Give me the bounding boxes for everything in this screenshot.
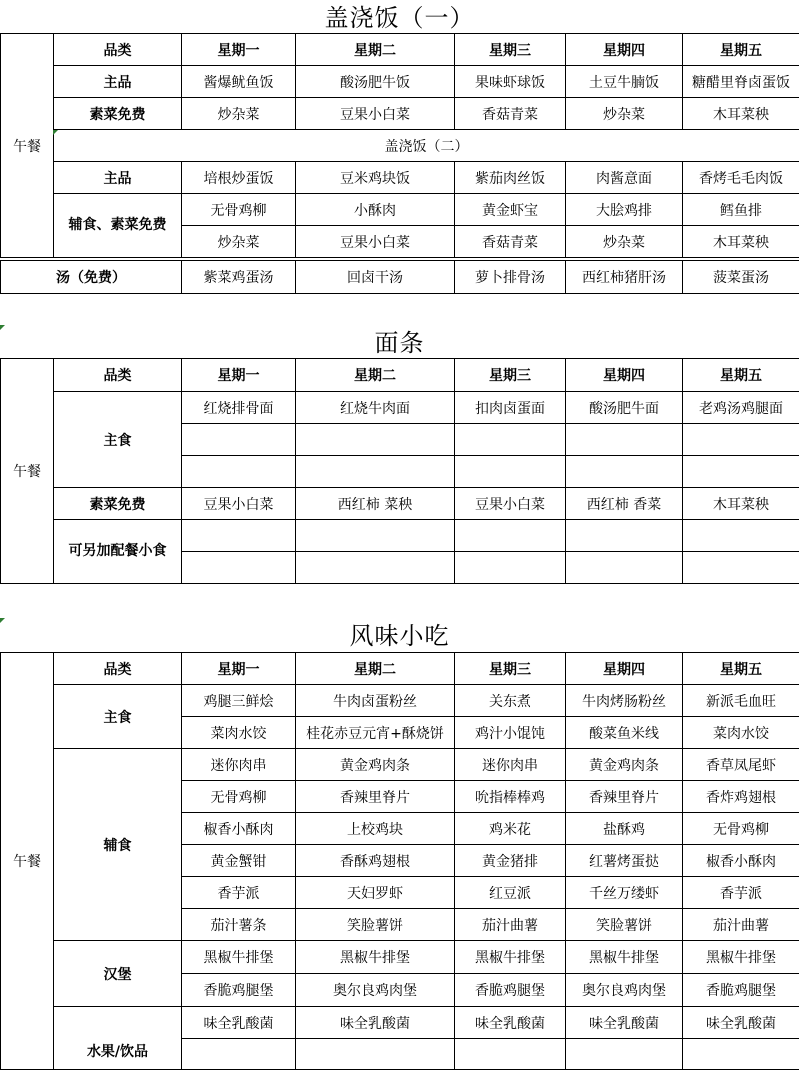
menu-cell: 小酥肉 <box>296 194 455 226</box>
menu-cell: 香脆鸡腿堡 <box>455 974 566 1007</box>
menu-cell <box>296 552 455 584</box>
menu-cell: 西红柿 香菜 <box>566 488 683 520</box>
menu-cell: 无骨鸡柳 <box>683 813 799 845</box>
noodle-table <box>0 358 799 584</box>
menu-cell: 牛肉烤肠粉丝 <box>566 685 683 717</box>
menu-cell: 笑脸薯饼 <box>566 909 683 941</box>
menu-cell <box>566 1039 683 1070</box>
table-row <box>1 520 799 552</box>
section-title-snacks: 风味小吃 <box>349 622 450 650</box>
row-label: 汤（免费） <box>1 261 182 294</box>
menu-cell: 果味虾球饭 <box>455 66 566 98</box>
row-label: 汉堡 <box>54 941 182 1007</box>
menu-cell <box>182 1039 296 1070</box>
menu-cell: 茄汁曲薯 <box>455 909 566 941</box>
table-row <box>1 98 799 130</box>
menu-cell: 炒杂菜 <box>182 226 296 258</box>
header-cell: 星期三 <box>455 359 566 392</box>
rice-table <box>0 33 799 258</box>
menu-cell: 笑脸薯饼 <box>296 909 455 941</box>
table-row <box>1 162 799 194</box>
header-cell: 品类 <box>54 653 182 685</box>
menu-cell: 关东煮 <box>455 685 566 717</box>
table-row <box>1 685 799 717</box>
menu-cell: 香酥鸡翅根 <box>296 845 455 877</box>
menu-cell: 桂花赤豆元宵+酥烧饼 <box>296 717 455 749</box>
menu-cell: 黄金猪排 <box>455 845 566 877</box>
menu-cell: 味全乳酸菌 <box>296 1007 455 1039</box>
menu-cell: 回卤干汤 <box>296 261 455 294</box>
section-subtitle-rice-2: 盖浇饭（二） <box>54 130 799 162</box>
subtitle-row <box>1 130 799 162</box>
row-label: 主品 <box>54 66 182 98</box>
menu-cell <box>296 520 455 552</box>
menu-cell: 大脍鸡排 <box>566 194 683 226</box>
table-row <box>1 392 799 424</box>
menu-cell: 味全乳酸菌 <box>182 1007 296 1039</box>
menu-cell: 黄金虾宝 <box>455 194 566 226</box>
menu-cell: 茄汁曲薯 <box>683 909 799 941</box>
row-label: 可另加配餐小食 <box>54 520 182 584</box>
menu-cell: 豆果小白菜 <box>296 226 455 258</box>
header-cell: 星期五 <box>683 359 799 392</box>
menu-cell: 盐酥鸡 <box>566 813 683 845</box>
menu-cell <box>566 520 683 552</box>
menu-cell: 酱爆鱿鱼饭 <box>182 66 296 98</box>
menu-cell: 味全乳酸菌 <box>683 1007 799 1039</box>
menu-cell <box>296 1039 455 1070</box>
menu-cell: 香炸鸡翅根 <box>683 781 799 813</box>
menu-cell: 天妇罗虾 <box>296 877 455 909</box>
snack-table <box>0 652 799 1070</box>
header-cell: 星期一 <box>182 34 296 66</box>
menu-cell: 菜肉水饺 <box>182 717 296 749</box>
menu-cell <box>455 424 566 456</box>
menu-cell: 鳕鱼排 <box>683 194 799 226</box>
menu-cell: 肉酱意面 <box>566 162 683 194</box>
menu-cell: 奥尔良鸡肉堡 <box>566 974 683 1007</box>
menu-cell: 西红柿 菜秧 <box>296 488 455 520</box>
table-row <box>1 749 799 781</box>
menu-cell: 香菇青菜 <box>455 98 566 130</box>
menu-cell: 培根炒蛋饭 <box>182 162 296 194</box>
menu-cell: 豆果小白菜 <box>182 488 296 520</box>
menu-cell <box>683 1039 799 1070</box>
section-title-rice-1: 盖浇饭（一） <box>324 4 475 32</box>
menu-cell: 奥尔良鸡肉堡 <box>296 974 455 1007</box>
menu-cell: 香芋派 <box>683 877 799 909</box>
row-label: 主品 <box>54 162 182 194</box>
menu-cell: 黑椒牛排堡 <box>296 941 455 974</box>
menu-cell <box>455 456 566 488</box>
header-cell: 星期二 <box>296 34 455 66</box>
menu-cell: 木耳菜秧 <box>683 98 799 130</box>
header-cell: 星期五 <box>683 653 799 685</box>
menu-cell: 无骨鸡柳 <box>182 781 296 813</box>
menu-cell: 茄汁薯条 <box>182 909 296 941</box>
menu-cell: 豆米鸡块饭 <box>296 162 455 194</box>
menu-cell: 老鸡汤鸡腿面 <box>683 392 799 424</box>
menu-cell: 酸汤肥牛面 <box>566 392 683 424</box>
menu-cell <box>296 456 455 488</box>
menu-cell <box>683 520 799 552</box>
row-label: 主食 <box>54 685 182 749</box>
menu-cell: 迷你肉串 <box>182 749 296 781</box>
menu-cell: 椒香小酥肉 <box>182 813 296 845</box>
row-label: 素菜免费 <box>54 488 182 520</box>
menu-cell: 香草凤尾虾 <box>683 749 799 781</box>
menu-cell <box>296 424 455 456</box>
table-row <box>1 1007 799 1039</box>
meal-label: 午餐 <box>1 653 54 1070</box>
table-row <box>1 261 799 294</box>
table-row <box>1 488 799 520</box>
meal-label: 午餐 <box>1 34 54 258</box>
header-cell: 星期二 <box>296 653 455 685</box>
menu-cell <box>683 456 799 488</box>
header-cell: 星期四 <box>566 653 683 685</box>
menu-cell: 土豆牛腩饭 <box>566 66 683 98</box>
menu-cell: 味全乳酸菌 <box>455 1007 566 1039</box>
table-row <box>1 941 799 974</box>
menu-cell <box>566 456 683 488</box>
menu-cell: 吮指棒棒鸡 <box>455 781 566 813</box>
menu-cell: 菠菜蛋汤 <box>683 261 799 294</box>
menu-cell: 味全乳酸菌 <box>566 1007 683 1039</box>
menu-cell: 黑椒牛排堡 <box>182 941 296 974</box>
menu-cell: 黑椒牛排堡 <box>455 941 566 974</box>
menu-cell: 木耳菜秧 <box>683 488 799 520</box>
menu-cell: 香辣里脊片 <box>566 781 683 813</box>
menu-cell <box>182 552 296 584</box>
header-cell: 星期五 <box>683 34 799 66</box>
header-cell: 品类 <box>54 359 182 392</box>
cell-marker <box>53 130 58 135</box>
menu-cell: 无骨鸡柳 <box>182 194 296 226</box>
menu-cell <box>683 552 799 584</box>
menu-cell: 上校鸡块 <box>296 813 455 845</box>
menu-cell: 香脆鸡腿堡 <box>683 974 799 1007</box>
menu-cell: 炒杂菜 <box>182 98 296 130</box>
menu-cell: 紫茄肉丝饭 <box>455 162 566 194</box>
menu-cell: 紫菜鸡蛋汤 <box>182 261 296 294</box>
menu-cell: 红薯烤蛋挞 <box>566 845 683 877</box>
menu-cell <box>182 456 296 488</box>
menu-cell: 香脆鸡腿堡 <box>182 974 296 1007</box>
menu-cell: 香芋派 <box>182 877 296 909</box>
menu-cell: 黄金蟹钳 <box>182 845 296 877</box>
menu-cell: 扣肉卤蛋面 <box>455 392 566 424</box>
menu-cell: 香菇青菜 <box>455 226 566 258</box>
menu-cell <box>182 520 296 552</box>
row-label: 素菜免费 <box>54 98 182 130</box>
menu-cell: 炒杂菜 <box>566 98 683 130</box>
menu-cell <box>455 552 566 584</box>
menu-cell: 酸汤肥牛饭 <box>296 66 455 98</box>
header-cell: 星期四 <box>566 359 683 392</box>
header-cell: 品类 <box>54 34 182 66</box>
menu-cell <box>455 520 566 552</box>
menu-cell: 鸡腿三鲜烩 <box>182 685 296 717</box>
menu-cell: 牛肉卤蛋粉丝 <box>296 685 455 717</box>
soup-table <box>0 260 799 294</box>
header-cell: 星期一 <box>182 359 296 392</box>
menu-cell <box>683 424 799 456</box>
header-cell: 星期一 <box>182 653 296 685</box>
section-title-noodles: 面条 <box>374 329 425 357</box>
table-header-row <box>1 359 799 392</box>
menu-cell: 木耳菜秧 <box>683 226 799 258</box>
menu-cell: 西红柿猪肝汤 <box>566 261 683 294</box>
menu-cell: 鸡汁小馄饨 <box>455 717 566 749</box>
table-row <box>1 194 799 226</box>
menu-cell: 萝卜排骨汤 <box>455 261 566 294</box>
table-header-row <box>1 653 799 685</box>
menu-cell: 豆果小白菜 <box>296 98 455 130</box>
menu-cell: 黑椒牛排堡 <box>566 941 683 974</box>
menu-cell: 新派毛血旺 <box>683 685 799 717</box>
header-cell: 星期三 <box>455 34 566 66</box>
header-cell: 星期四 <box>566 34 683 66</box>
menu-cell: 菜肉水饺 <box>683 717 799 749</box>
table-header-row <box>1 34 799 66</box>
menu-cell: 黑椒牛排堡 <box>683 941 799 974</box>
menu-cell: 千丝万缕虾 <box>566 877 683 909</box>
header-cell: 星期三 <box>455 653 566 685</box>
menu-cell: 香辣里脊片 <box>296 781 455 813</box>
menu-cell: 红烧排骨面 <box>182 392 296 424</box>
row-label: 辅食 <box>54 749 182 941</box>
menu-cell: 黄金鸡肉条 <box>296 749 455 781</box>
menu-cell <box>182 424 296 456</box>
menu-cell: 红烧牛肉面 <box>296 392 455 424</box>
menu-cell: 酸菜鱼米线 <box>566 717 683 749</box>
menu-cell: 香烤毛毛肉饭 <box>683 162 799 194</box>
table-row <box>1 66 799 98</box>
meal-label: 午餐 <box>1 359 54 584</box>
menu-cell: 红豆派 <box>455 877 566 909</box>
row-label: 水果/饮品 <box>54 1007 182 1070</box>
menu-cell <box>455 1039 566 1070</box>
row-label: 辅食、素菜免费 <box>54 194 182 258</box>
menu-cell: 糖醋里脊卤蛋饭 <box>683 66 799 98</box>
header-cell: 星期二 <box>296 359 455 392</box>
menu-cell: 椒香小酥肉 <box>683 845 799 877</box>
menu-cell <box>566 552 683 584</box>
menu-cell: 迷你肉串 <box>455 749 566 781</box>
menu-cell: 鸡米花 <box>455 813 566 845</box>
menu-cell: 黄金鸡肉条 <box>566 749 683 781</box>
row-label: 主食 <box>54 392 182 488</box>
menu-cell <box>566 424 683 456</box>
menu-cell: 炒杂菜 <box>566 226 683 258</box>
menu-cell: 豆果小白菜 <box>455 488 566 520</box>
